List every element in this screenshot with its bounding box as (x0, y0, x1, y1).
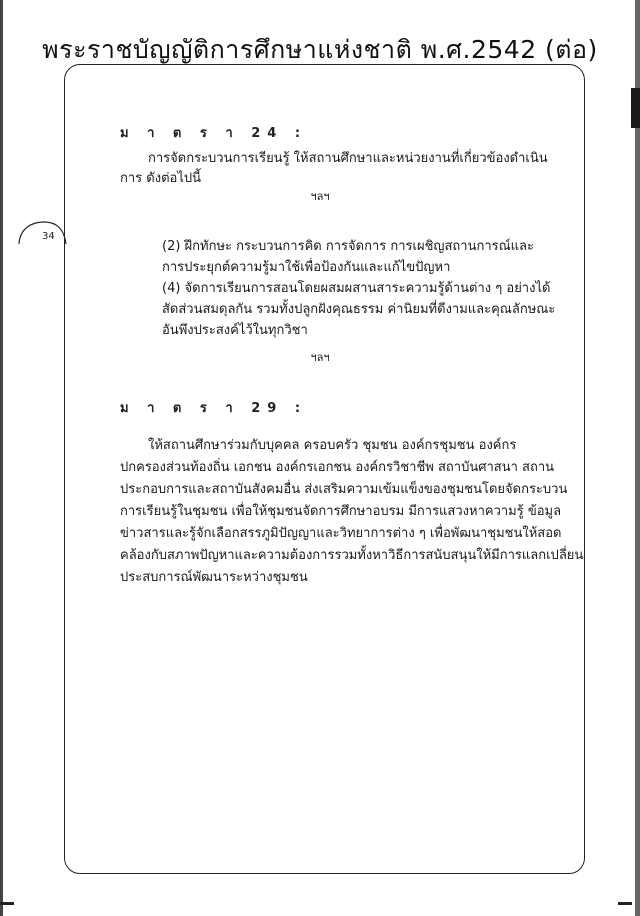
section-24-intro-line: การ ดังต่อไปนี้ (120, 171, 202, 186)
scan-right-edge (635, 0, 640, 916)
item-2-line: (2) ฝึกทักษะ กระบวนการคิด การจัดการ การเผชิญสถานการณ์และ (162, 239, 535, 254)
scan-binding-mark (631, 88, 640, 128)
item-4-line: สัดส่วนสมดุลกัน รวมทั้งปลูกฝังคุณธรรม ค่านิยมที่ดีงามและคุณลักษณะ (162, 302, 556, 317)
section-29-body-line: ข่าวสารและรู้จักเลือกสรรภูมิปัญญาและวิทยาการต่าง ๆ เพื่อพัฒนาชุมชนให้สอด (120, 526, 562, 541)
omission-mark: ฯลฯ (310, 190, 330, 203)
scan-corner-mark-right (618, 902, 632, 905)
section-29-body-line: คล้องกับสภาพปัญหาและความต้องการรวมทั้งหาวิธีการสนับสนุนให้มีการแลกเปลี่ยน (120, 548, 584, 563)
page-number-tab (18, 218, 68, 246)
section-29-body-line: ประสบการณ์พัฒนาระหว่างชุมชน (120, 570, 308, 585)
page-number: 34 (42, 231, 55, 242)
section-24-intro-line: การจัดกระบวนการเรียนรู้ ให้สถานศึกษาและหน่วยงานที่เกี่ยวข้องดำเนิน (148, 151, 548, 166)
section-24-title: ม า ต ร า 24 : (120, 126, 308, 141)
section-29-body-line: การเรียนรู้ในชุมชน เพื่อให้ชุมชนจัดการศึกษาอบรม มีการแสวงหาความรู้ ข้อมูล (120, 504, 562, 519)
omission-mark: ฯลฯ (310, 351, 330, 364)
item-4-line: อันพึงประสงค์ไว้ในทุกวิชา (162, 323, 308, 338)
section-29-body-line: ให้สถานศึกษาร่วมกับบุคคล ครอบครัว ชุมชน องค์กรชุมชน องค์กร (148, 438, 517, 453)
section-29-body-line: ปกครองส่วนท้องถิ่น เอกชน องค์กรเอกชน องค์กรวิชาชีพ สถาบันศาสนา สถาน (120, 460, 555, 475)
page-title: พระราชบัญญัติการศึกษาแห่งชาติ พ.ศ.2542 (ต่อ) (42, 35, 598, 64)
item-4-line: (4) จัดการเรียนการสอนโดยผสมผสานสาระความรู้ด้านต่าง ๆ อย่างได้ (162, 281, 551, 296)
item-2-line: การประยุกต์ความรู้มาใช้เพื่อป้องกันและแก้ไขปัญหา (162, 260, 451, 275)
scan-corner-mark-left (0, 902, 14, 905)
section-29-body-line: ประกอบการและสถาบันสังคมอื่น ส่งเสริมความเข้มแข็งของชุมชนโดยจัดกระบวน (120, 482, 568, 497)
scan-left-edge (0, 0, 3, 916)
section-29-title: ม า ต ร า 29 : (120, 401, 308, 416)
